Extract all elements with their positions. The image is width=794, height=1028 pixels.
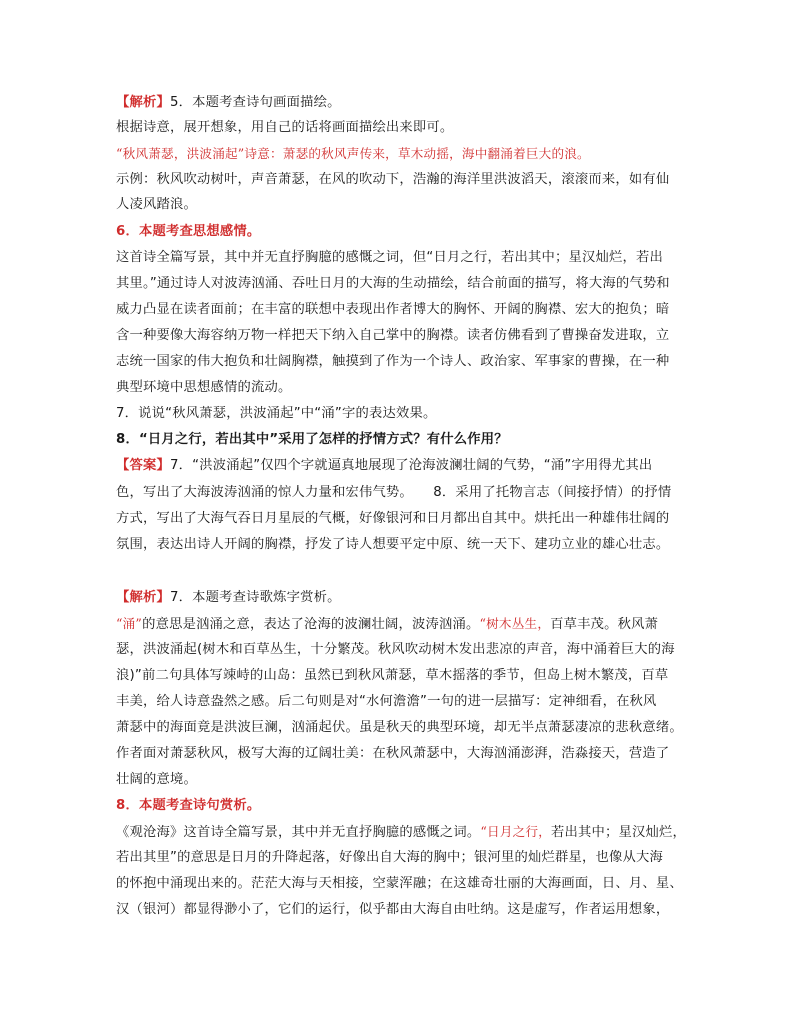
answer-tag: 【答案】 <box>116 458 170 473</box>
text-line: 威力凸显在读者面前；在丰富的联想中表现出作者博大的胸怀、开阔的胸襟、宏大的抱负；暗 <box>116 302 670 317</box>
text-line: 氛围，表达出诗人开阔的胸襟，抒发了诗人想要平定中原、统一天下、建功立业的雄心壮志。 <box>116 537 670 552</box>
poem-meaning-line: “秋风萧瑟，洪波涌起”诗意：萧瑟的秋风声传来，草木动摇，海中翻涌着巨大的浪。 <box>116 146 590 161</box>
analysis-tag: 【解析】 <box>116 590 170 605</box>
analysis-8-heading: 8．本题考查诗句赏析。 <box>116 798 261 813</box>
text-line: 瑟，洪波涌起(树木和百草丛生，十分繁茂。秋风吹动树木发出悲凉的声音，海中涌着巨大的海 <box>116 642 675 657</box>
text-line: 浪)”前二句具体写竦峙的山岛：虽然已到秋风萧瑟，草木摇落的季节，但岛上树木繁茂，百草 <box>116 668 669 683</box>
text-line: 典型环境中思想感情的流动。 <box>116 380 292 395</box>
text-line: 的怀抱中涌现出来的。茫茫大海与天相接，空蒙浑融；在这雄奇壮丽的大海画面，日、月、星、 <box>116 876 683 891</box>
text-line: 人凌风踏浪。 <box>116 197 197 212</box>
answer-heading: 【答案】7．“洪波涌起”仅四个字就逼真地展现了沧海波澜壮阔的气势，“涌”字用得尤其出 <box>116 458 653 473</box>
text-line: 若出其里”的意思是日月的升降起落，好像出自大海的胸中；银河里的灿烂群星，也像从大海 <box>116 850 663 865</box>
text-line: 《观沧海》这首诗全篇写景，其中并无直抒胸臆的感慨之词。“日月之行，若出其中；星汉灿烂， <box>116 824 686 840</box>
text-line: 壮阔的意境。 <box>116 772 197 787</box>
text-line: 丰美，给人诗意盎然之感。后二句则是对“水何澹澹”一句的进一层描写：定神细看，在秋风 <box>116 694 657 709</box>
analysis-tag: 【解析】 <box>116 95 170 110</box>
text-line: 含一种要像大海容纳万物一样把天下纳入自己掌中的胸襟。读者仿佛看到了曹操奋发进取，立 <box>116 328 670 343</box>
analysis-7-heading: 【解析】7．本题考查诗歌炼字赏析。 <box>116 590 341 605</box>
text-line: 其里。”通过诗人对波涛汹涌、吞吐日月的大海的生动描绘，结合前面的描写，将大海的气势和 <box>116 276 670 291</box>
analysis-5-heading: 【解析】5．本题考查诗句画面描绘。 <box>116 95 341 110</box>
text-line: 色，写出了大海波涛汹涌的惊人力量和宏伟气势。 8．采用了托物言志（间接抒情）的抒情 <box>116 485 672 500</box>
analysis-6-heading: 6．本题考查思想感情。 <box>116 224 261 239</box>
text-line: “涌”的意思是汹涌之意，表达了沧海的波澜壮阔，波涛汹涌。“树木丛生，百草丰茂。秋风萧 <box>116 616 659 632</box>
text-line: 作者面对萧瑟秋风，极写大海的辽阔壮美：在秋风萧瑟中，大海汹涌澎湃，浩淼接天，营造了 <box>116 746 670 761</box>
text-line: 方式，写出了大海气吞日月星辰的气概，好像银河和日月都出自其中。烘托出一种雄伟壮阔的 <box>116 511 670 526</box>
question-8: 8．“日月之行，若出其中”采用了怎样的抒情方式？有什么作用？ <box>116 432 508 447</box>
text-line: 示例：秋风吹动树叶，声音萧瑟，在风的吹动下，浩瀚的海洋里洪波滔天，滚滚而来，如有仙 <box>116 172 670 187</box>
text-line: 根据诗意，展开想象，用自己的话将画面描绘出来即可。 <box>116 120 454 135</box>
text-line: 志统一国家的伟大抱负和壮阔胸襟，触摸到了作为一个诗人、政治家、军事家的曹操，在一种 <box>116 354 670 369</box>
text-line: 汉（银河）都显得渺小了，它们的运行，似乎都由大海自由吐纳。这是虚写，作者运用想象， <box>116 902 670 917</box>
text-line: 这首诗全篇写景，其中并无直抒胸臆的感慨之词，但“日月之行，若出其中；星汉灿烂，若出 <box>116 250 663 265</box>
text-line: 萧瑟中的海面竟是洪波巨澜，汹涌起伏。虽是秋天的典型环境，却无半点萧瑟凄凉的悲秋意绪。 <box>116 720 683 735</box>
question-7: 7．说说“秋风萧瑟，洪波涌起”中“涌”字的表达效果。 <box>116 406 437 421</box>
